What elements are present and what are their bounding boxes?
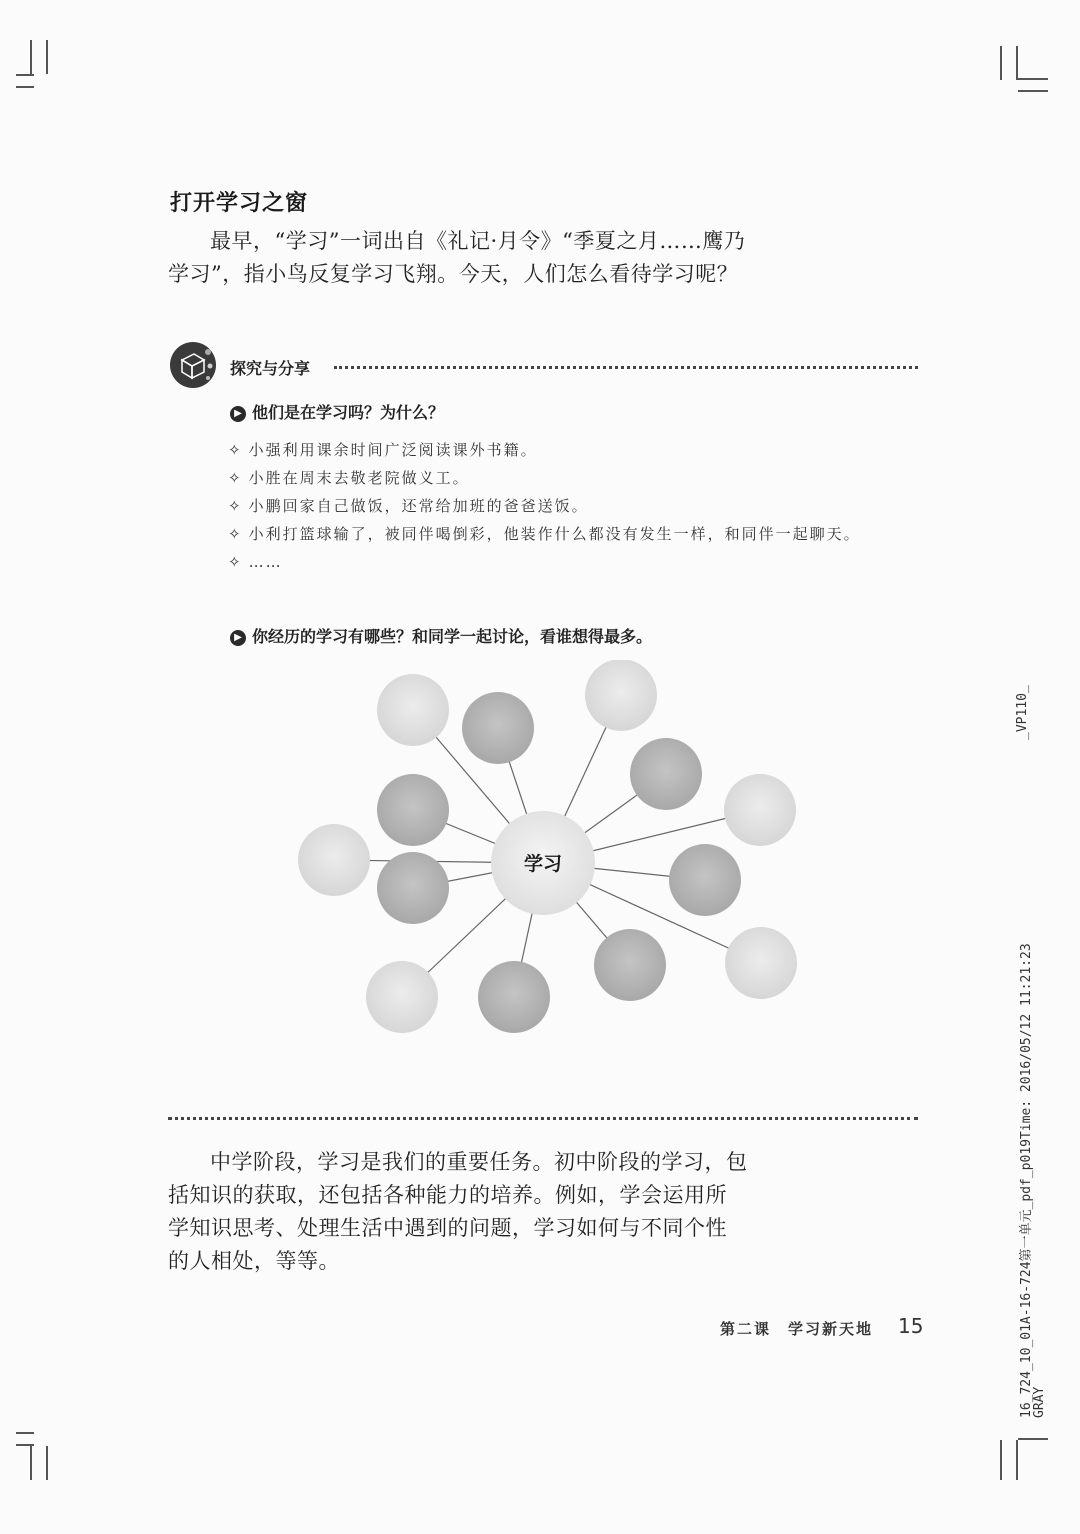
- learning-mind-map: [290, 660, 810, 1080]
- section-title: 打开学习之窗: [170, 191, 309, 216]
- crop-mark-bottom-right: [1016, 1440, 1018, 1480]
- top-dotted-divider: [334, 366, 918, 369]
- list-item: ✧ 小利打篮球输了，被同伴喝倒彩，他装作什么都没有发生一样，和同伴一起聊天。: [228, 525, 861, 543]
- diamond-bullet-icon: ✧: [228, 497, 243, 515]
- intro-paragraph: [168, 225, 748, 291]
- question-1-text: 他们是在学习吗？为什么？: [252, 403, 445, 422]
- question-2-text: 你经历的学习有哪些？和同学一起讨论，看谁想得最多。: [252, 627, 653, 646]
- diamond-bullet-icon: ✧: [228, 553, 243, 571]
- mind-map-node: [377, 774, 449, 846]
- mind-map-node: [478, 961, 550, 1033]
- crop-mark-top-right: [1000, 46, 1002, 80]
- mind-map-node: [366, 961, 438, 1033]
- margin-gray-label: GRAY: [1032, 1386, 1047, 1418]
- closing-paragraph: [168, 1146, 748, 1278]
- crop-mark-top-left: [46, 40, 48, 74]
- crop-mark-bottom-right: [1018, 1438, 1048, 1440]
- mind-map-node: [724, 774, 796, 846]
- mind-map-node: [585, 660, 657, 731]
- play-bullet-icon: ▶: [230, 630, 246, 646]
- play-bullet-icon: ▶: [230, 406, 246, 422]
- mind-map-node: [298, 824, 370, 896]
- crop-mark-top-right: [1018, 90, 1048, 92]
- explore-title: 探究与分享: [230, 359, 311, 378]
- footer-lesson-title: 第二课 学习新天地: [720, 1320, 874, 1338]
- intro-text: 最早，“学习”一词出自《礼记·月令》“季夏之月……鹰乃学习”，指小鸟反复学习飞翔。今天，人们怎么看待学习呢？: [168, 229, 746, 286]
- crop-mark-bottom-left: [30, 1446, 32, 1480]
- crop-mark-top-left: [16, 74, 34, 76]
- mind-map-node: [594, 929, 666, 1001]
- mind-map-node: [669, 844, 741, 916]
- explore-cube-icon: [170, 342, 216, 388]
- crop-mark-bottom-right: [1000, 1440, 1002, 1480]
- mind-map-node: [630, 738, 702, 810]
- crop-mark-top-right: [1016, 46, 1018, 80]
- diamond-bullet-icon: ✧: [228, 469, 243, 487]
- question-2: [230, 624, 652, 647]
- closing-text: 中学阶段，学习是我们的重要任务。初中阶段的学习，包括知识的获取，还包括各种能力的培养。例如，学会运用所学知识思考、处理生活中遇到的问题，学习如何与不同个性的人相处，等等。: [168, 1150, 748, 1273]
- list-item: ✧ ……: [228, 553, 283, 571]
- mind-map-node: [377, 852, 449, 924]
- diamond-bullet-icon: ✧: [228, 441, 243, 459]
- question-1: [230, 400, 444, 423]
- crop-mark-top-left: [30, 40, 32, 74]
- list-item: ✧ 小胜在周末去敬老院做义工。: [228, 469, 470, 487]
- margin-vp-label: _VP110_: [1015, 685, 1030, 740]
- page-number: 15: [898, 1314, 924, 1338]
- center-node-label: 学习: [523, 853, 563, 875]
- crop-mark-bottom-left: [46, 1446, 48, 1480]
- margin-file-label: 16_724_10_01A-16-724第一单元_pdf_p019Time: 2016/05/12 11:21:23: [1019, 943, 1034, 1418]
- crop-mark-top-left: [16, 86, 34, 88]
- mind-map-node: [377, 674, 449, 746]
- diamond-bullet-icon: ✧: [228, 525, 243, 543]
- list-item: ✧ 小鹏回家自己做饭，还常给加班的爸爸送饭。: [228, 497, 589, 515]
- example-list: [190, 436, 902, 576]
- crop-mark-bottom-left: [16, 1432, 34, 1434]
- bottom-dotted-divider: [168, 1117, 918, 1120]
- list-item: ✧ 小强利用课余时间广泛阅读课外书籍。: [228, 441, 538, 459]
- mind-map-node: [462, 692, 534, 764]
- mind-map-node: [725, 927, 797, 999]
- crop-mark-top-right: [1018, 78, 1048, 80]
